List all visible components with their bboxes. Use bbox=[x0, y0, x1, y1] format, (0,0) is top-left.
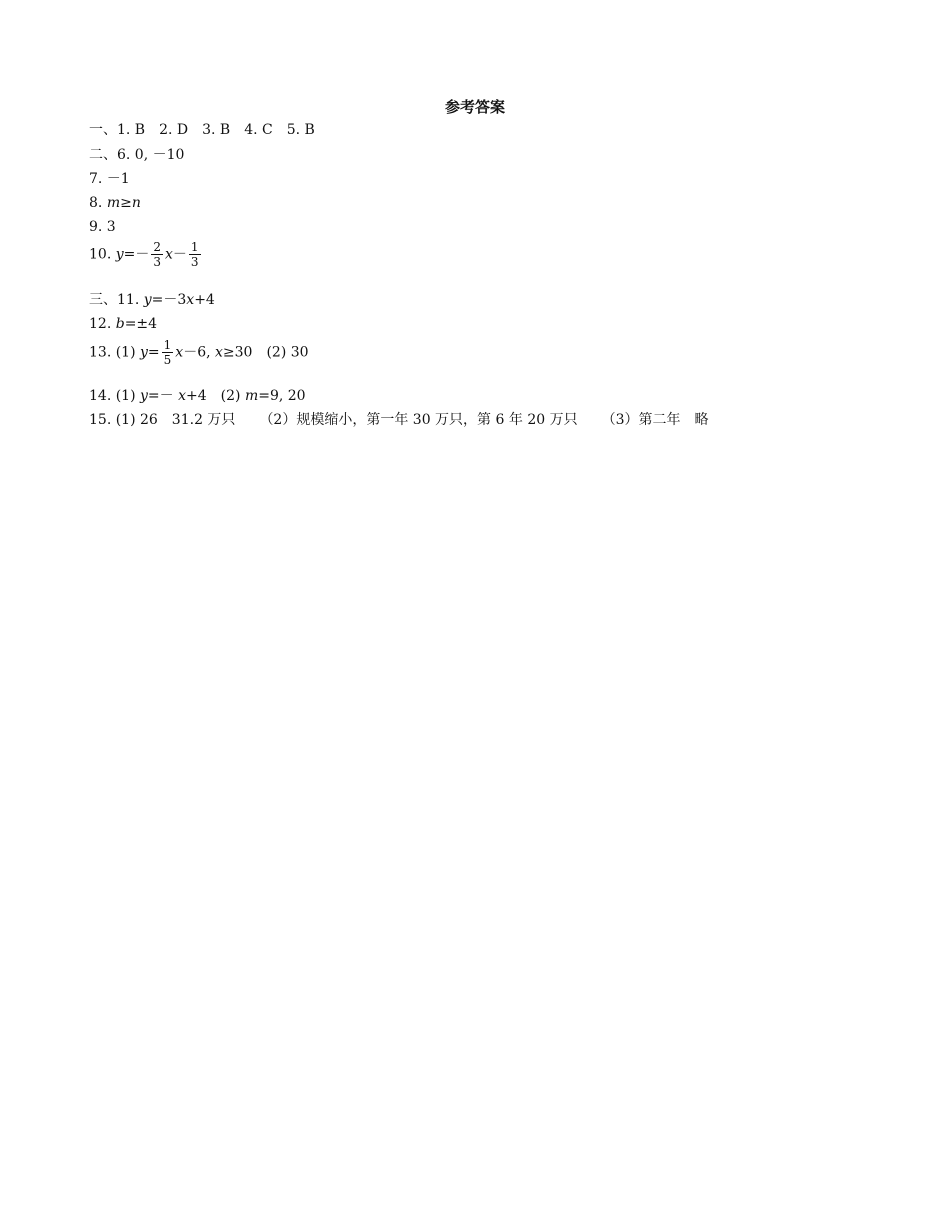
q8-var-n: n bbox=[131, 195, 141, 211]
q10-var-x: x bbox=[165, 246, 173, 263]
answer-line-q8 bbox=[89, 193, 141, 213]
q14-rest: +4 bbox=[186, 388, 207, 404]
q10-eq: =－ bbox=[123, 246, 150, 263]
q14-var-x: x bbox=[178, 388, 187, 404]
q8-var-m: m bbox=[106, 195, 121, 211]
answer-line-q13 bbox=[89, 338, 309, 367]
q14-eq: =－ bbox=[147, 388, 179, 404]
q12-prefix: 12. bbox=[89, 316, 116, 332]
q10-fraction-2-numerator: 1 bbox=[190, 240, 199, 254]
answer-line-q7: 7. －1 bbox=[89, 171, 130, 187]
q13-var-y: y bbox=[140, 344, 148, 361]
q11-prefix: 三、11. bbox=[89, 292, 144, 308]
q15-part1: 15. (1) 26 31.2 万只 bbox=[89, 412, 236, 428]
q10-minus: － bbox=[172, 246, 187, 263]
q13-fraction bbox=[162, 338, 174, 367]
q10-fraction-1-denominator: 3 bbox=[153, 255, 162, 269]
q10-prefix: 10. bbox=[89, 246, 116, 263]
q10-fraction-2-denominator: 3 bbox=[190, 255, 199, 269]
answer-line-q11 bbox=[89, 290, 215, 310]
q10-fraction-1 bbox=[151, 240, 163, 269]
q15-part3: （3）第二年 略 bbox=[601, 412, 709, 428]
q10-fraction-2 bbox=[189, 240, 201, 269]
q13-part2: (2) 30 bbox=[266, 344, 309, 361]
q14-part2a: (2) bbox=[220, 388, 245, 404]
q11-var-x: x bbox=[186, 292, 195, 308]
q13-fraction-denominator: 5 bbox=[163, 353, 172, 367]
q12-rest: =±4 bbox=[124, 316, 158, 332]
q13-prefix: 13. (1) bbox=[89, 344, 140, 361]
q14-var-y: y bbox=[140, 388, 148, 404]
q10-fraction-1-numerator: 2 bbox=[153, 240, 162, 254]
answer-line-q12 bbox=[89, 314, 157, 334]
q14-prefix: 14. (1) bbox=[89, 388, 140, 404]
q13-eq: = bbox=[147, 344, 160, 361]
q11-rest: +4 bbox=[194, 292, 215, 308]
page-title: 参考答案 bbox=[444, 98, 505, 116]
q14-var-m: m bbox=[244, 388, 259, 404]
q13-var-x2: x bbox=[215, 344, 223, 361]
q11-var-y: y bbox=[143, 292, 152, 308]
answer-line-section1: 一、1. B 2. D 3. B 4. C 5. B bbox=[89, 122, 315, 138]
q15-part2: （2）规模缩小，第一年 30 万只，第 6 年 20 万只 bbox=[259, 412, 578, 428]
q11-eq: =－3 bbox=[151, 292, 187, 308]
q13-mid: －6, bbox=[183, 344, 216, 361]
q8-prefix: 8. bbox=[89, 195, 107, 211]
answer-line-q9: 9. 3 bbox=[89, 219, 116, 235]
answer-line-q14 bbox=[89, 386, 306, 406]
q8-relation: ≥ bbox=[120, 195, 132, 211]
q13-rest: ≥30 bbox=[222, 344, 253, 361]
answer-line-q15 bbox=[89, 410, 709, 430]
q13-var-x: x bbox=[175, 344, 184, 361]
q12-var-b: b bbox=[115, 316, 125, 332]
answer-line-q6: 二、6. 0, －10 bbox=[89, 147, 185, 163]
q14-part2b: =9, 20 bbox=[258, 388, 306, 404]
answer-line-q10 bbox=[89, 240, 203, 269]
q13-fraction-numerator: 1 bbox=[163, 338, 172, 352]
q10-var-y: y bbox=[115, 246, 124, 263]
